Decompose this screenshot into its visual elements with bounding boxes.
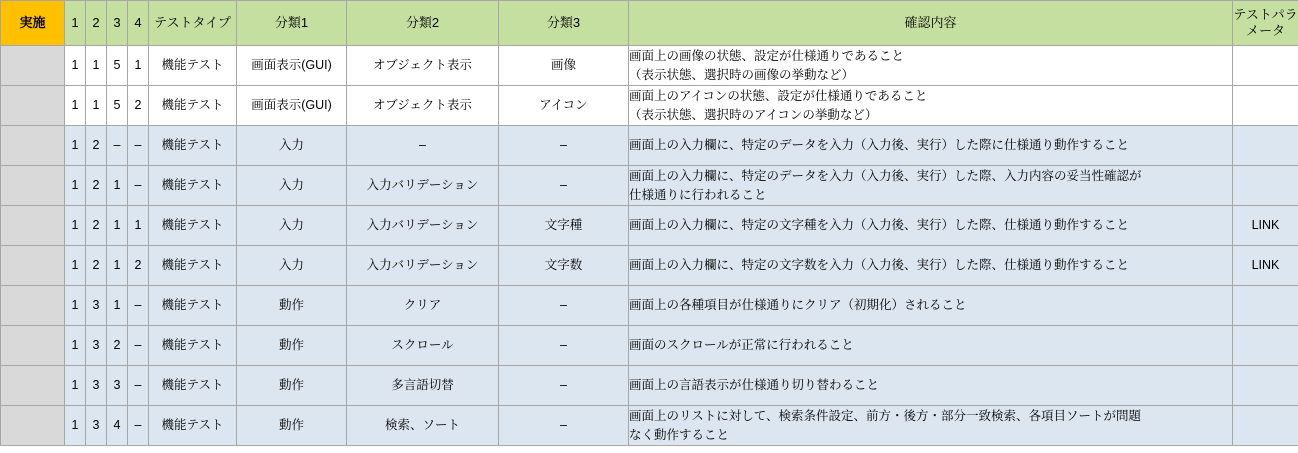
cell-category1[interactable]: 入力 — [237, 246, 347, 286]
cell-test-parameter[interactable]: LINK — [1233, 246, 1298, 286]
cell-category2[interactable]: 入力バリデーション — [347, 246, 499, 286]
cell-category1[interactable]: 入力 — [237, 206, 347, 246]
cell-test-parameter[interactable] — [1233, 326, 1298, 366]
cell-category2[interactable]: 入力バリデーション — [347, 166, 499, 206]
cell-level1[interactable]: 1 — [65, 366, 86, 406]
cell-test-parameter[interactable] — [1233, 86, 1298, 126]
cell-level3[interactable]: 5 — [107, 86, 128, 126]
column-header-level4[interactable]: 4 — [128, 1, 149, 46]
cell-level3[interactable]: 1 — [107, 206, 128, 246]
cell-level2[interactable]: 3 — [86, 406, 107, 446]
table-body — [1, 46, 1298, 446]
cell-level4[interactable]: 1 — [128, 206, 149, 246]
cell-level3[interactable]: 2 — [107, 326, 128, 366]
cell-category3[interactable]: – — [499, 166, 629, 206]
cell-test-type[interactable]: 機能テスト — [149, 166, 237, 206]
cell-category1[interactable]: 動作 — [237, 286, 347, 326]
cell-level4[interactable]: – — [128, 126, 149, 166]
cell-category2[interactable]: 多言語切替 — [347, 366, 499, 406]
cell-category3[interactable]: – — [499, 326, 629, 366]
table-header — [1, 1, 1298, 46]
cell-level1[interactable]: 1 — [65, 86, 86, 126]
cell-test-parameter[interactable] — [1233, 126, 1298, 166]
cell-level1[interactable]: 1 — [65, 46, 86, 86]
cell-test-parameter[interactable] — [1233, 166, 1298, 206]
table-row[interactable] — [1, 366, 1298, 406]
cell-confirmation[interactable]: 画面上の入力欄に、特定のデータを入力（入力後、実行）した際、入力内容の妥当性確認が 仕様通りに行われること — [629, 166, 1233, 206]
column-header-confirmation[interactable]: 確認内容 — [629, 1, 1233, 46]
cell-level1[interactable]: 1 — [65, 126, 86, 166]
table-row[interactable] — [1, 86, 1298, 126]
cell-category3[interactable]: – — [499, 406, 629, 446]
table-row[interactable] — [1, 406, 1298, 446]
column-header-level2[interactable]: 2 — [86, 1, 107, 46]
cell-level3[interactable]: 4 — [107, 406, 128, 446]
table-row[interactable] — [1, 126, 1298, 166]
cell-test-parameter[interactable]: LINK — [1233, 206, 1298, 246]
column-header-level1[interactable]: 1 — [65, 1, 86, 46]
cell-category2[interactable]: – — [347, 126, 499, 166]
column-header-category3[interactable]: 分類3 — [499, 1, 629, 46]
table-row[interactable] — [1, 246, 1298, 286]
cell-category2[interactable]: オブジェクト表示 — [347, 46, 499, 86]
cell-level1[interactable]: 1 — [65, 206, 86, 246]
cell-level4[interactable]: – — [128, 326, 149, 366]
column-header-category2[interactable]: 分類2 — [347, 1, 499, 46]
cell-test-parameter[interactable] — [1233, 286, 1298, 326]
cell-exec[interactable] — [1, 46, 65, 86]
cell-level1[interactable]: 1 — [65, 166, 86, 206]
cell-level2[interactable]: 1 — [86, 46, 107, 86]
cell-level2[interactable]: 2 — [86, 166, 107, 206]
cell-category2[interactable]: スクロール — [347, 326, 499, 366]
cell-confirmation[interactable]: 画面上の入力欄に、特定の文字種を入力（入力後、実行）した際、仕様通り動作すること — [629, 206, 1233, 246]
cell-level2[interactable]: 2 — [86, 206, 107, 246]
cell-category1[interactable]: 動作 — [237, 326, 347, 366]
cell-category1[interactable]: 動作 — [237, 366, 347, 406]
cell-level4[interactable]: – — [128, 366, 149, 406]
cell-exec[interactable] — [1, 246, 65, 286]
cell-confirmation[interactable]: 画面上の入力欄に、特定のデータを入力（入力後、実行）した際に仕様通り動作すること — [629, 126, 1233, 166]
cell-confirmation[interactable]: 画面上の各種項目が仕様通りにクリア（初期化）されること — [629, 286, 1233, 326]
cell-exec[interactable] — [1, 406, 65, 446]
cell-level1[interactable]: 1 — [65, 326, 86, 366]
column-header-exec[interactable]: 実施 — [1, 1, 65, 46]
cell-level2[interactable]: 2 — [86, 246, 107, 286]
cell-test-type[interactable]: 機能テスト — [149, 126, 237, 166]
cell-level2[interactable]: 3 — [86, 366, 107, 406]
cell-test-type[interactable]: 機能テスト — [149, 46, 237, 86]
cell-confirmation[interactable]: 画面上の画像の状態、設定が仕様通りであること （表示状態、選択時の画像の挙動など） — [629, 46, 1233, 86]
cell-test-parameter[interactable] — [1233, 406, 1298, 446]
cell-level3[interactable]: 1 — [107, 246, 128, 286]
cell-category3[interactable]: – — [499, 366, 629, 406]
cell-level3[interactable]: 5 — [107, 46, 128, 86]
column-header-test-parameter[interactable]: テストパラメータ — [1233, 1, 1298, 46]
cell-category3[interactable]: – — [499, 126, 629, 166]
cell-level1[interactable]: 1 — [65, 286, 86, 326]
column-header-category1[interactable]: 分類1 — [237, 1, 347, 46]
cell-level2[interactable]: 3 — [86, 326, 107, 366]
cell-test-type[interactable]: 機能テスト — [149, 206, 237, 246]
cell-level3[interactable]: – — [107, 126, 128, 166]
cell-level2[interactable]: 2 — [86, 126, 107, 166]
cell-exec[interactable] — [1, 86, 65, 126]
cell-exec[interactable] — [1, 366, 65, 406]
cell-category1[interactable]: 画面表示(GUI) — [237, 86, 347, 126]
cell-test-parameter[interactable] — [1233, 366, 1298, 406]
cell-confirmation[interactable]: 画面のスクロールが正常に行われること — [629, 326, 1233, 366]
cell-test-type[interactable]: 機能テスト — [149, 326, 237, 366]
cell-level1[interactable]: 1 — [65, 246, 86, 286]
cell-category2[interactable]: クリア — [347, 286, 499, 326]
cell-exec[interactable] — [1, 166, 65, 206]
cell-level3[interactable]: 3 — [107, 366, 128, 406]
table-row[interactable] — [1, 46, 1298, 86]
cell-level3[interactable]: 1 — [107, 286, 128, 326]
cell-confirmation[interactable]: 画面上の入力欄に、特定の文字数を入力（入力後、実行）した際、仕様通り動作すること — [629, 246, 1233, 286]
cell-category1[interactable]: 動作 — [237, 406, 347, 446]
cell-level2[interactable]: 1 — [86, 86, 107, 126]
cell-exec[interactable] — [1, 286, 65, 326]
cell-level4[interactable]: 2 — [128, 86, 149, 126]
cell-level1[interactable]: 1 — [65, 406, 86, 446]
column-header-level3[interactable]: 3 — [107, 1, 128, 46]
cell-category2[interactable]: オブジェクト表示 — [347, 86, 499, 126]
column-header-test-type[interactable]: テストタイプ — [149, 1, 237, 46]
cell-test-type[interactable]: 機能テスト — [149, 286, 237, 326]
cell-level4[interactable]: – — [128, 166, 149, 206]
cell-level4[interactable]: 1 — [128, 46, 149, 86]
cell-level4[interactable]: – — [128, 286, 149, 326]
cell-exec[interactable] — [1, 326, 65, 366]
table-row[interactable] — [1, 166, 1298, 206]
cell-category1[interactable]: 入力 — [237, 166, 347, 206]
cell-category3[interactable]: アイコン — [499, 86, 629, 126]
cell-category3[interactable]: – — [499, 286, 629, 326]
cell-exec[interactable] — [1, 126, 65, 166]
cell-category1[interactable]: 画面表示(GUI) — [237, 46, 347, 86]
cell-category2[interactable]: 入力バリデーション — [347, 206, 499, 246]
table-row[interactable] — [1, 206, 1298, 246]
cell-category3[interactable]: 文字数 — [499, 246, 629, 286]
cell-level3[interactable]: 1 — [107, 166, 128, 206]
cell-confirmation[interactable]: 画面上の言語表示が仕様通り切り替わること — [629, 366, 1233, 406]
cell-category3[interactable]: 画像 — [499, 46, 629, 86]
cell-level4[interactable]: – — [128, 406, 149, 446]
cell-confirmation[interactable]: 画面上のアイコンの状態、設定が仕様通りであること （表示状態、選択時のアイコンの挙動など） — [629, 86, 1233, 126]
table-row[interactable] — [1, 286, 1298, 326]
cell-test-parameter[interactable] — [1233, 46, 1298, 86]
cell-level4[interactable]: 2 — [128, 246, 149, 286]
cell-exec[interactable] — [1, 206, 65, 246]
header-row — [1, 1, 1298, 46]
table-row[interactable] — [1, 326, 1298, 366]
cell-test-type[interactable]: 機能テスト — [149, 406, 237, 446]
cell-category2[interactable]: 検索、ソート — [347, 406, 499, 446]
cell-confirmation[interactable]: 画面上のリストに対して、検索条件設定、前方・後方・部分一致検索、各項目ソートが問題 なく動作すること — [629, 406, 1233, 446]
cell-test-type[interactable]: 機能テスト — [149, 86, 237, 126]
cell-level2[interactable]: 3 — [86, 286, 107, 326]
cell-test-type[interactable]: 機能テスト — [149, 366, 237, 406]
cell-test-type[interactable]: 機能テスト — [149, 246, 237, 286]
cell-category1[interactable]: 入力 — [237, 126, 347, 166]
cell-category3[interactable]: 文字種 — [499, 206, 629, 246]
